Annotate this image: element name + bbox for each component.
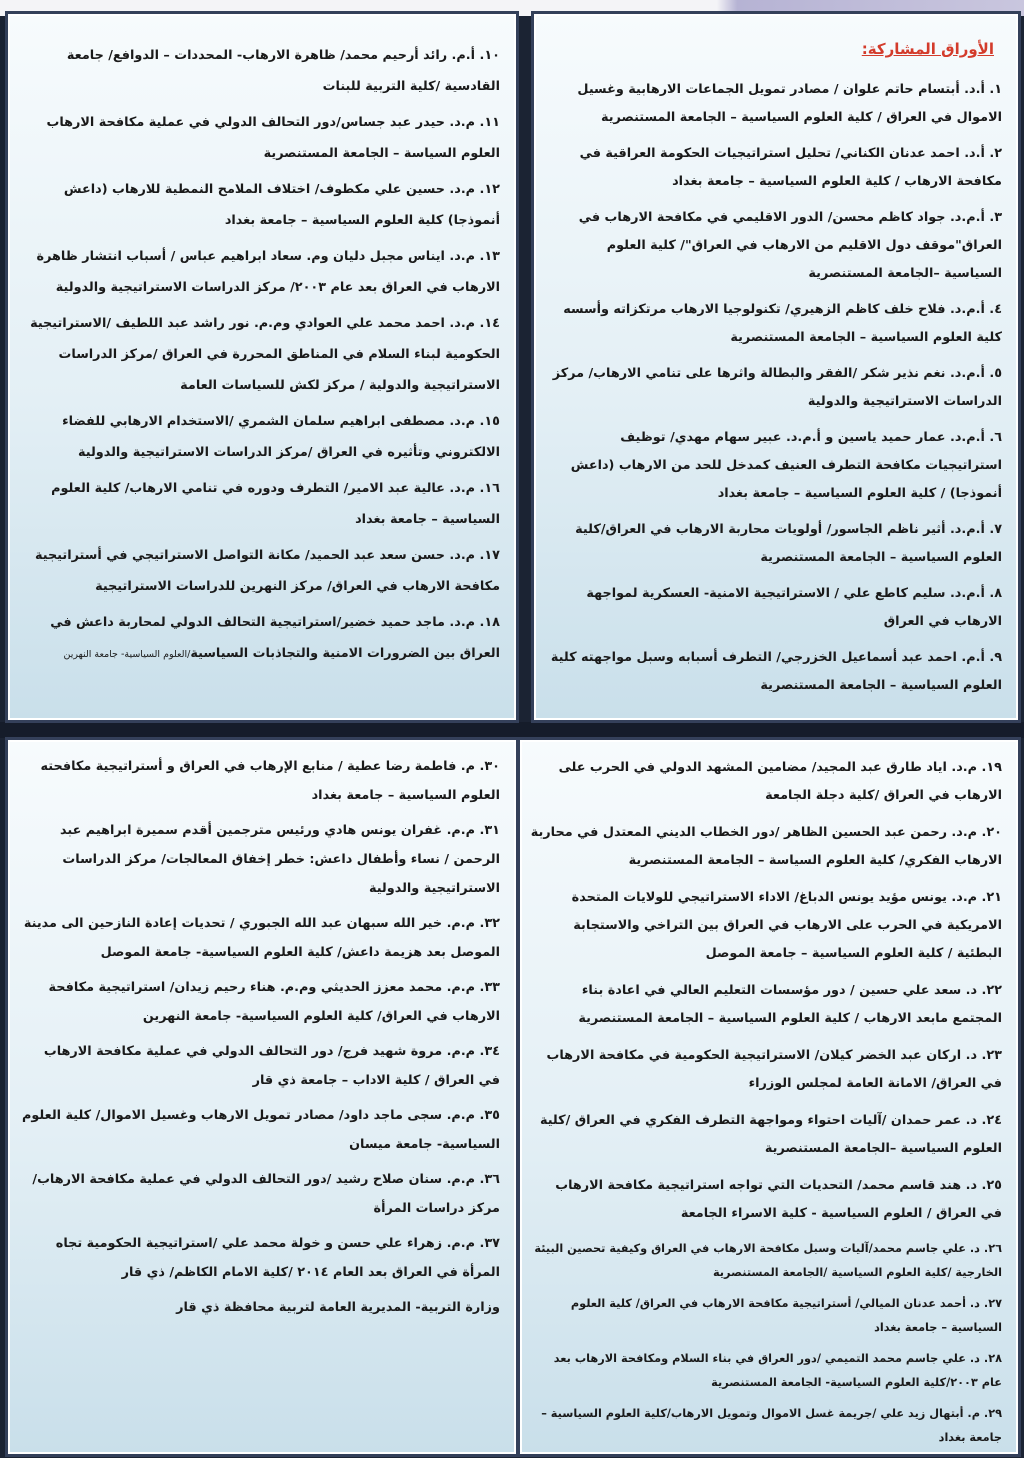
paper-entry: ٣٠. م. فاطمة رضا عطية / منابع الإرهاب في العراق و أستراتيجية مكافحته العلوم السياسية – جامعة بغداد xyxy=(40,759,500,803)
paper-entry: وزارة التربية- المديرية العامة لتربية محافظة ذي قار xyxy=(176,1300,500,1315)
paper-entry: ٣٥. م.م. سجى ماجد داود/ مصادر تمويل الارهاب وغسيل الاموال/ كلية العلوم السياسية- جامعة ميسان xyxy=(21,1108,500,1152)
paper-entry: ٢٧. د. أحمد عدنان الميالي/ أستراتيجية مكافحة الارهاب في العراق/ كلية العلوم السياسية – جامعة بغداد xyxy=(570,1297,1002,1334)
paper-entry: ١٧. م.د. حسن سعد عبد الحميد/ مكانة التواصل الاستراتيجي في أستراتيجية مكافحة الارهاب في العراق/ مركز النهرين للدراسات الاستراتيجية xyxy=(34,548,500,594)
paper-entry: ١٢. م.د. حسين علي مكطوف/ اختلاف الملامح النمطية للارهاب (داعش أنموذجا) كلية العلوم السياسية – جامعة بغداد xyxy=(63,182,500,228)
paper-entry: ٦. أ.م.د. عمار حميد ياسين و أ.م.د. عبير سهام مهدي/ توظيف استراتيجيات مكافحة التطرف العنيف كمدخل للحد من الارهاب (داعش أنموذجا) / كلية العلوم السياسية – جامعة بغداد xyxy=(570,430,1002,501)
paper-entry xyxy=(20,607,500,670)
paper-entry: ٢٦. د. علي جاسم محمد/آليات وسبل مكافحة الارهاب في العراق وكيفية تحصين البيئة الخارجية /كلية العلوم السياسية /الجامعة المستنصرية xyxy=(534,1242,1002,1279)
papers-panel-2 xyxy=(8,14,516,720)
paper-entry: ٧. أ.م.د. أثير ناظم الجاسور/ أولويات محاربة الارهاب في العراق/كلية العلوم السياسية – الجامعة المستنصرية xyxy=(575,522,1002,565)
papers-panel-4 xyxy=(8,740,516,1454)
paper-entry: ١٣. م.د. ايناس مجبل دليان وم. سعاد ابراهيم عباس / أسباب انتشار ظاهرة الارهاب في العراق بعد عام ٢٠٠٣/ مركز الدراسات الاستراتيجية والدولية xyxy=(36,249,500,295)
paper-entry: ١٩. م.د. اياد طارق عبد المجيد/ مضامين المشهد الدولي في الحرب على الارهاب في العراق /كلية دجلة الجامعة xyxy=(558,760,1002,803)
paper-entry: ١٤. م.د. احمد محمد علي العوادي وم.م. نور راشد عبد اللطيف /الاستراتيجية الحكومية لبناء السلام في المناطق المحررة في العراق /مركز الدراسات الاستراتيجية والدولية / مركز لكش للسياسات العامة xyxy=(30,316,500,393)
paper-entry: ٩. أ.م. احمد عبد أسماعيل الخزرجي/ التطرف أسبابه وسبل مواجهته كلية العلوم السياسية – الجامعة المستنصرية xyxy=(550,650,1002,693)
paper-entry: ٣٧. م.م. زهراء علي حسن و خولة محمد علي /استراتيجية الحكومية تجاه المرأة في العراق بعد العام ٢٠١٤ /كلية الامام الكاظم/ ذي قار xyxy=(55,1236,500,1280)
paper-entry: ٣١. م.م. غفران يونس هادي ورئيس مترجمين أقدم سميرة ابراهيم عبد الرحمن / نساء وأطفال داعش: خطر إخفاق المعالجات/ مركز الدراسات الاستراتيجية والدولية xyxy=(60,823,500,896)
paper-entry: ٣٤. م.م. مروة شهيد فرج/ دور التحالف الدولي في عملية مكافحة الارهاب في العراق / كلية الاداب – جامعة ذي قار xyxy=(43,1044,500,1088)
paper-entry: ٣٢. م.م. خير الله سبهان عبد الله الجبوري / تحديات إعادة النازحين الى مدينة الموصل بعد هزيمة داعش/ كلية العلوم السياسية- جامعة الموصل xyxy=(23,916,500,960)
paper-entry: ٢٨. د. علي جاسم محمد التميمي /دور العراق في بناء السلام ومكافحة الارهاب بعد عام ٢٠٠٣/كلية العلوم السياسية- الجامعة المستنصرية xyxy=(553,1352,1002,1389)
paper-entry: ٢٩. م. أبتهال زيد علي /جريمة غسل الاموال وتمويل الارهاب/كلية العلوم السياسية – جامعة بغداد xyxy=(541,1407,1002,1444)
affiliation-note: /العلوم السياسية- جامعة النهرين xyxy=(63,649,191,660)
paper-entry: ٤. أ.م.د. فلاح خلف كاظم الزهيري/ تكنولوجيا الارهاب مرتكزاته وأسسه كلية العلوم السياسية – الجامعة المستنصرية xyxy=(563,302,1002,345)
paper-entry: ٨. أ.م.د. سليم كاطع علي / الاستراتيجية الامنية- العسكرية لمواجهة الارهاب في العراق xyxy=(586,586,1002,629)
paper-entry: ٢٣. د. اركان عبد الخضر كيلان/ الاستراتيجية الحكومية في مكافحة الارهاب في العراق/ الامانة العامة لمجلس الوزراء xyxy=(546,1048,1002,1091)
paper-entry: ٢٢. د. سعد علي حسين / دور مؤسسات التعليم العالي في اعادة بناء المجتمع مابعد الارهاب / كلية العلوم السياسية – الجامعة المستنصرية xyxy=(578,983,1002,1026)
paper-entry: ٣. أ.م.د. جواد كاظم محسن/ الدور الاقليمي في مكافحة الارهاب في العراق"موقف دول الاقليم من الارهاب في العراق"/ كلية العلوم السياسية –الجامعة المستنصرية xyxy=(578,210,1002,281)
paper-entry: ٥. أ.م.د. نغم نذير شكر /الفقر والبطالة واثرها على تنامي الارهاب/ مركز الدراسات الاستراتيجية والدولية xyxy=(552,366,1002,409)
papers-panel-1 xyxy=(534,14,1018,720)
panel-divider xyxy=(0,722,1024,738)
paper-entry: ٢٥. د. هند قاسم محمد/ التحديات التي تواجه استراتيجية مكافحة الارهاب في العراق / العلوم السياسية - كلية الاسراء الجامعة xyxy=(555,1178,1002,1221)
section-heading: الأوراق المشاركة: xyxy=(861,40,994,58)
paper-entry: ٢٤. د. عمر حمدان /آليات احتواء ومواجهة التطرف الفكري في العراق /كلية العلوم السياسية –الجامعة المستنصرية xyxy=(539,1113,1002,1156)
paper-entry: ٣٦. م.م. سنان صلاح رشيد /دور التحالف الدولي في عملية مكافحة الارهاب/ مركز دراسات المرأة xyxy=(32,1172,500,1216)
paper-entry: ٢. أ.د. احمد عدنان الكناني/ تحليل استراتيجيات الحكومة العراقية في مكافحة الارهاب / كلية العلوم السياسية – جامعة بغداد xyxy=(579,146,1002,189)
paper-entry: ١٦. م.د. عالية عبد الامير/ التطرف ودوره في تنامي الارهاب/ كلية العلوم السياسية – جامعة بغداد xyxy=(51,481,500,527)
paper-entry: ١٠. أ.م. رائد أرحيم محمد/ ظاهرة الارهاب- المحددات – الدوافع/ جامعة القادسية /كلية التربية للبنات xyxy=(66,48,500,94)
paper-entry: ٢٠. م.د. رحمن عبد الحسين الظاهر /دور الخطاب الديني المعتدل في محاربة الارهاب الفكري/ كلية العلوم السياسة – الجامعة المستنصرية xyxy=(530,825,1002,868)
paper-entry: ١. أ.د. أبتسام حاتم علوان / مصادر تمويل الجماعات الارهابية وغسيل الاموال في العراق / كلية العلوم السياسية – الجامعة المستنصرية xyxy=(577,82,1002,125)
paper-entry: ٣٣. م.م. محمد معزز الحديثي وم.م. هناء رحيم زيدان/ استراتيجية مكافحة الارهاب في العراق/ كلية العلوم السياسية- جامعة النهرين xyxy=(48,980,500,1024)
paper-entry: ٢١. م.د. يونس مؤيد يونس الدباغ/ الاداء الاستراتيجي للولايات المتحدة الامريكية في الحرب على الارهاب في العراق بين التراخي والاستجابة البطئية / كلية العلوم السياسية – جامعة الموصل xyxy=(571,890,1002,961)
paper-entry: ١٥. م.د. مصطفى ابراهيم سلمان الشمري /الاستخدام الارهابي للفضاء الالكتروني وتأثيره في العراق /مركز الدراسات الاستراتيجية والدولية xyxy=(62,414,500,460)
papers-panel-3 xyxy=(520,740,1018,1454)
paper-entry-text: ١٨. م.د. ماجد حميد خضير/استراتيجية التحالف الدولي لمحاربة داعش في العراق بين الضرورات الامنية والتجاذبات السياسية xyxy=(50,615,500,661)
paper-entry: ١١. م.د. حيدر عبد جساس/دور التحالف الدولي في عملية مكافحة الارهاب العلوم السياسة – الجامعة المستنصرية xyxy=(46,115,500,161)
